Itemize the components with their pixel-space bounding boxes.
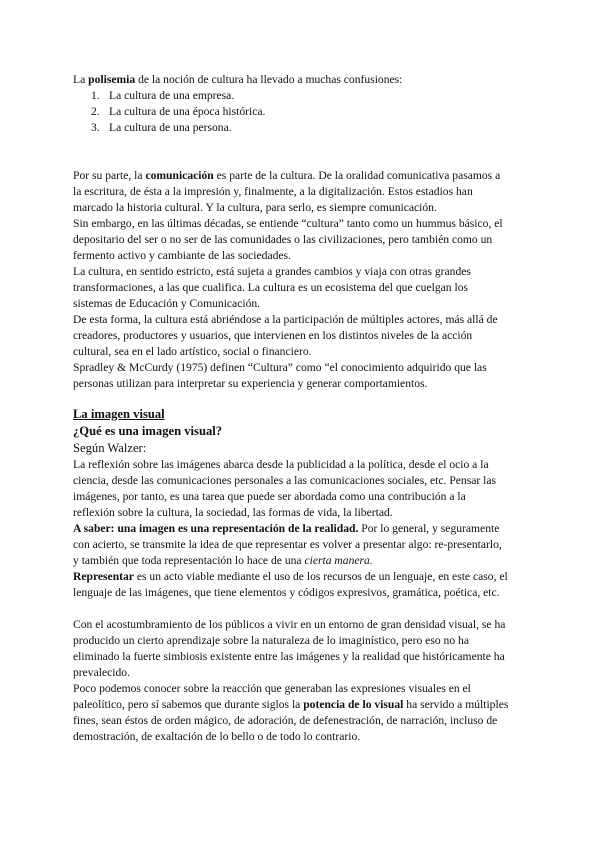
bold-term: comunicación — [145, 169, 214, 182]
paragraph-line: Poco podemos conocer sobre la reacción que generaban las expresiones visuales en el — [73, 682, 471, 695]
paragraph-line: producido un cierto aprendizaje sobre la naturaleza de lo imaginístico, pero eso no ha — [73, 634, 469, 647]
paragraph-line: Spradley & McCurdy (1975) definen “Cultura” como “el conocimiento adquirido que las — [73, 361, 487, 374]
paragraph-line: La cultura, en sentido estricto, está sujeta a grandes cambios y viaja con otras grandes — [73, 265, 471, 278]
list-item-number: 2. — [91, 105, 100, 118]
paragraph-line: sistemas de Educación y Comunicación. — [73, 297, 261, 310]
intro-text: La — [73, 73, 89, 86]
paragraph-line: demostración, de exaltación de lo bello o de todo lo contrario. — [73, 730, 361, 743]
bold-term: Representar — [73, 570, 134, 583]
intro-bold-term: polisemia — [88, 73, 136, 86]
paragraph-line: lenguaje de las imágenes, que tiene elementos y códigos expresivos, gramática, poética, etc. — [73, 586, 500, 599]
section-question-text: ¿Qué es una imagen visual? — [73, 424, 223, 438]
paragraph-line — [73, 569, 508, 585]
paragraph-line: marcado la historia cultural. Y la cultura, para serlo, es siempre comunicación. — [73, 201, 437, 214]
paragraph-line: cultural, sea en el lado artístico, social o financiero. — [73, 345, 312, 358]
paragraph-line: imágenes, por tanto, es una tarea que puede ser abordada como una contribución a la — [73, 490, 466, 503]
paragraph-line: fines, sean éstos de orden mágico, de adoración, de defenestración, de narración, incluso de — [73, 714, 498, 727]
paragraph-line: personas utilizan para interpretar su experiencia y generar comportamientos. — [73, 377, 428, 390]
paragraph-line: De esta forma, la cultura está abriéndose a la participación de múltiples actores, más allá de — [73, 313, 498, 326]
intro-line — [73, 72, 402, 88]
list-item-number: 1. — [91, 89, 100, 102]
paragraph-line — [73, 168, 500, 184]
list-item-number: 3. — [91, 121, 100, 134]
italic-term: cierta manera. — [304, 554, 373, 567]
paragraph-line: prevalecido. — [73, 666, 130, 679]
paragraph-line: reflexión sobre la cultura, la sociedad, las formas de vida, la libertad. — [73, 506, 393, 519]
paragraph-text: Por lo general, y seguramente — [358, 522, 500, 535]
paragraph-line: Con el acostumbramiento de los públicos a vivir en un entorno de gran densidad visual, se ha — [73, 618, 506, 631]
paragraph-line: La reflexión sobre las imágenes abarca desde la publicidad a la política, desde el ocio a la — [73, 458, 489, 471]
paragraph-line: la escritura, de ésta a la impresión y, finalmente, a la digitalización. Estos estadios han — [73, 185, 473, 198]
section-heading-text: La imagen visual — [73, 407, 165, 421]
paragraph-text: ha servido a múltiples — [403, 698, 509, 711]
bold-term: A saber: una imagen es una representación de la realidad. — [73, 522, 359, 535]
paragraph-line: con acierto, se transmite la idea de que representar es volver a presentar algo: re-presentarlo, — [73, 538, 502, 551]
paragraph-line — [73, 697, 508, 713]
paragraph-text: es parte de la cultura. De la oralidad comunicativa pasamos a — [213, 169, 501, 182]
paragraph-line: creadores, productores y usuarios, que intervienen en los distintos niveles de la acción — [73, 329, 473, 342]
paragraph-text: y también que toda representación lo hace de una — [73, 554, 305, 567]
list-item: La cultura de una empresa. — [109, 89, 235, 102]
paragraph-line: transformaciones, a las que cualifica. La cultura es un ecosistema del que cuelgan los — [73, 281, 468, 294]
paragraph-line: ciencia, desde las comunicaciones personales a las comunicaciones sociales, etc. Pensar las — [73, 474, 497, 487]
paragraph-line — [73, 553, 373, 569]
paragraph-line: depositario del ser o no ser de las comunidades o las civilizaciones, pero también como un — [73, 233, 493, 246]
paragraph-line — [73, 521, 499, 537]
paragraph-text: paleolítico, pero sí sabemos que durante siglos la — [73, 698, 304, 711]
section-heading — [73, 407, 165, 423]
paragraph-line: Sin embargo, en las últimas décadas, se entiende “cultura” tanto como un hummus básico, el — [73, 217, 503, 230]
list-item: La cultura de una época histórica. — [109, 105, 266, 118]
paragraph-line: eliminado la fuerte simbiosis existente entre las imágenes y la realidad que históricamente ha — [73, 650, 505, 663]
paragraph-line: fermento activo y cambiante de las sociedades. — [73, 249, 291, 262]
section-source: Según Walzer: — [73, 441, 147, 455]
intro-text: de la noción de cultura ha llevado a muchas confusiones: — [135, 73, 403, 86]
bold-term: potencia de lo visual — [303, 698, 404, 711]
section-question — [73, 424, 222, 440]
paragraph-text: es un acto viable mediante el uso de los recursos de un lenguaje, en este caso, el — [133, 570, 508, 583]
list-item: La cultura de una persona. — [109, 121, 232, 134]
paragraph-text: Por su parte, la — [73, 169, 146, 182]
